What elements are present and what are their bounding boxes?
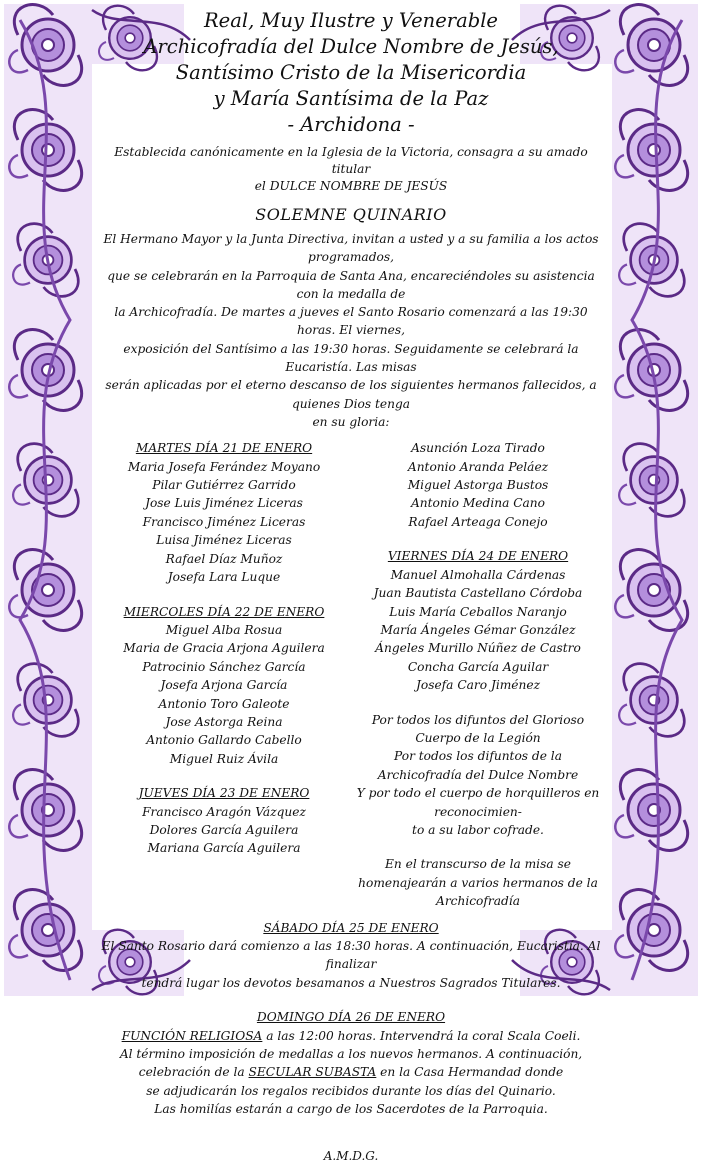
name-item: Antonio Toro Galeote [158,696,290,711]
domingo-text: en la Casa Hermandad donde [376,1065,564,1080]
name-item: Pilar Gutiérrez Garrido [152,478,296,493]
invitation-paragraph [100,230,602,431]
name-item: María Ángeles Gémar González [380,622,576,637]
invitation-line: que se celebrarán en la Parroquia de Santa Ana, encareciéndoles su asistencia con la medalla de [107,268,595,301]
name-item: Miguel Alba Rosua [165,622,283,637]
domingo-line [100,1027,602,1045]
day-heading-sabado: SÁBADO DÍA 25 DE ENERO [263,920,439,935]
schedule-columns [100,439,602,910]
difuntos-line: Por todos los difuntos del Glorioso Cuerpo de la Legión [371,712,585,745]
title-line: Santísimo Cristo de la Misericordia [175,61,527,84]
difuntos-line: Por todos los difuntos de la [394,749,562,764]
name-item: Juan Bautista Castellano Córdoba [373,586,583,601]
day-heading-miercoles: MIERCOLES DÍA 22 DE ENERO [123,604,325,619]
sabado-line: tendrá lugar los devotos besamanos a Nuestros Sagrados Titulares. [141,975,561,990]
name-item: Dolores García Aguilera [149,822,299,837]
name-item: Miguel Ruiz Ávila [169,751,279,766]
day-heading-domingo: DOMINGO DÍA 26 DE ENERO [256,1010,446,1025]
funcion-religiosa-label: FUNCIÓN RELIGIOSA [121,1028,263,1043]
invitation-line: exposición del Santísimo a las 19:30 horas. Seguidamente se celebrará la Eucaristía. Las misas [123,341,579,375]
name-item: Concha García Aguilar [407,659,549,674]
name-item: Francisco Aragón Vázquez [142,804,306,819]
name-item: Antonio Aranda Peláez [407,459,549,474]
homenaje-line: En el transcurso de la misa se [385,857,571,872]
name-item: Maria de Gracia Arjona Aguilera [123,641,325,656]
title-line: Real, Muy Ilustre y Venerable [204,9,498,32]
domingo-line: Al término imposición de medallas a los nuevos hermanos. A continuación, [119,1047,583,1062]
difuntos-line: Y por todo el cuerpo de horquilleros en reconocimien- [356,786,600,819]
invitation-line: en su gloria: [312,414,390,429]
name-item: Luisa Jiménez Liceras [156,533,292,548]
intro-line: Establecida canónicamente en la Iglesia de la Victoria, consagra a su amado titular [114,145,588,176]
name-item: Josefa Lara Luque [167,570,281,585]
header-title [100,8,602,138]
title-line: y María Santísima de la Paz [213,87,489,110]
invitation-line: El Hermano Mayor y la Junta Directiva, invitan a usted y a su familia a los actos programados, [103,232,599,265]
intro-line: el DULCE NOMBRE DE JESÚS [254,179,448,193]
domingo-text: celebración de la [138,1065,249,1080]
name-item: Jose Luis Jiménez Liceras [145,496,303,511]
name-item: Josefa Caro Jiménez [415,678,540,693]
left-column [100,439,348,910]
name-item: Antonio Medina Cano [410,496,545,511]
name-item: Patrocinio Sánchez García [142,659,306,674]
name-item: Josefa Arjona García [160,678,288,693]
day-heading-viernes: VIERNES DÍA 24 DE ENERO [387,549,569,564]
name-item: Miguel Astorga Bustos [407,478,549,493]
domingo-text: a las 12:00 horas. Intervendrá la coral Scala Coeli. [262,1028,581,1043]
domingo-block [100,1008,602,1118]
name-item: Francisco Jiménez Liceras [142,514,306,529]
domingo-line: Las homilías estarán a cargo de los Sacerdotes de la Parroquia. [154,1102,548,1117]
name-item: Ángeles Murillo Núñez de Castro [375,641,581,656]
name-item: Maria Josefa Ferández Moyano [127,459,321,474]
domingo-line: se adjudicarán los regalos recibidos durante los días del Quinario. [146,1083,556,1098]
homenaje-line: homenajearán a varios hermanos de la Archicofradía [358,875,598,909]
name-item: Rafael Arteaga Conejo [408,514,548,529]
name-item: Mariana García Aguilera [147,841,301,856]
secular-subasta-label: SECULAR SUBASTA [248,1065,377,1080]
day-heading-jueves: JUEVES DÍA 23 DE ENERO [138,786,310,801]
domingo-line [100,1063,602,1081]
document-body [100,8,602,1163]
name-item: Manuel Almohalla Cárdenas [390,567,566,582]
difuntos-line: Archicofradía del Dulce Nombre [377,767,579,782]
difuntos-line: to a su labor cofrade. [412,822,544,837]
sabado-line: El Santo Rosario dará comienzo a las 18:30 horas. A continuación, Eucaristía. Al finalizar [101,939,601,972]
invitation-line: la Archicofradía. De martes a jueves el Santo Rosario comenzará a las 19:30 horas. El viernes, [114,305,588,338]
right-column [354,439,602,910]
name-item: Luis María Ceballos Naranjo [389,604,567,619]
invitation-line: serán aplicadas por el eterno descanso de los siguientes hermanos fallecidos, a quienes Dios tenga [105,378,597,411]
title-line: Archicofradía del Dulce Nombre de Jesús, [143,35,559,58]
name-item: Asunción Loza Tirado [411,441,545,456]
sabado-block [100,919,602,993]
name-item: Rafael Díaz Muñoz [165,551,283,566]
intro-text [100,144,602,195]
solemne-heading: SOLEMNE QUINARIO [255,205,447,224]
name-item: Jose Astorga Reina [165,714,283,729]
title-line: - Archidona - [287,113,415,136]
name-item: Antonio Gallardo Cabello [146,733,302,748]
day-heading-martes: MARTES DÍA 21 DE ENERO [135,441,313,456]
footer-amdg: A.M.D.G. [323,1148,379,1163]
